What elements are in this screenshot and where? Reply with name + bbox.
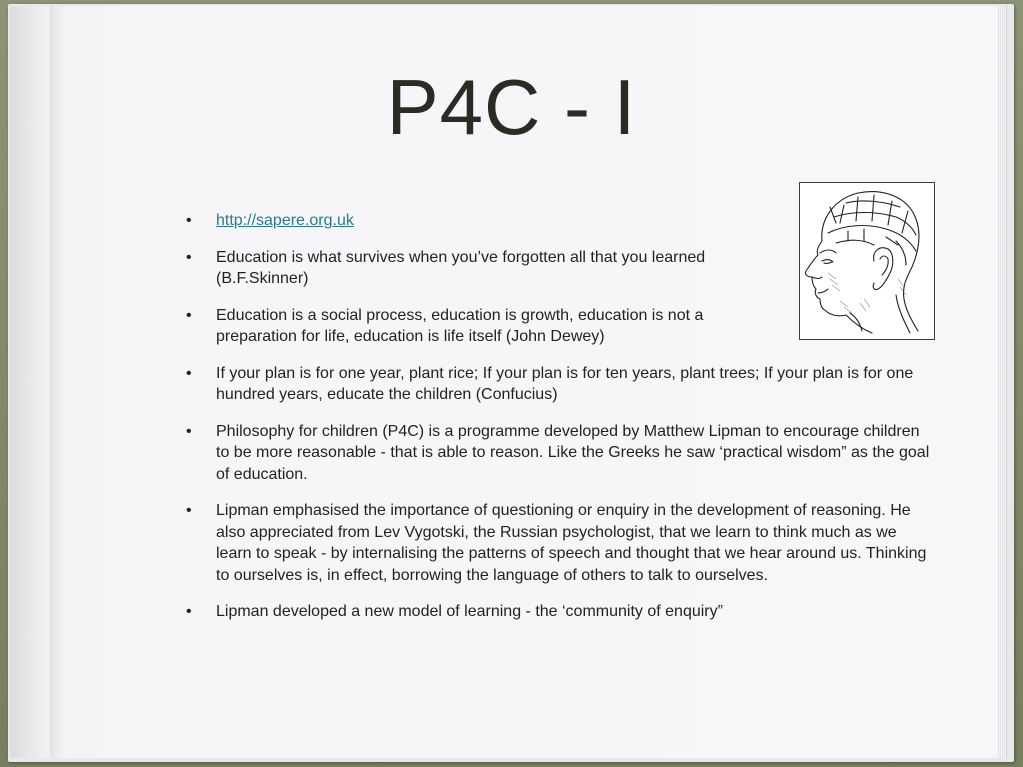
bullet-text: Lipman emphasised the importance of questioning or enquiry in the development of reasoning. He also appreciated from Lev Vygotski, the Russian psychologist, that we learn to think much as we learn to speak - by internalising the patterns of speech and thought that we hear around us. Thinking to ourselves is, in effect, borrowing the language of others to talk to ourselves. (216, 502, 927, 584)
bullet-text: Education is what survives when you’ve forgotten all that you learned (B.F.Skinner) (216, 248, 706, 287)
bullet-text: Education is a social process, education is growth, education is not a preparation for life, education is life itself (John Dewey) (216, 306, 704, 345)
bullet-text: Lipman developed a new model of learning - the ‘community of enquiry” (216, 603, 723, 620)
list-item (186, 363, 936, 406)
list-item (186, 601, 936, 623)
bullet-text: If your plan is for one year, plant rice; If your plan is for ten years, plant trees; If your plan is for one hundred years, educate the children (Confucius) (216, 364, 914, 403)
phrenology-head-icon (800, 183, 934, 339)
sapere-link[interactable]: http://sapere.org.uk (216, 212, 354, 229)
list-item (186, 500, 936, 586)
list-item (186, 421, 936, 486)
phrenology-head-image (799, 182, 935, 340)
slide-title: P4C - I (386, 63, 637, 151)
bullet-text: Philosophy for children (P4C) is a programme developed by Matthew Lipman to encourage children to be more reasonable - that is able to reason. Like the Greeks he saw ‘practical wisdom” as the goal of education. (216, 422, 930, 483)
